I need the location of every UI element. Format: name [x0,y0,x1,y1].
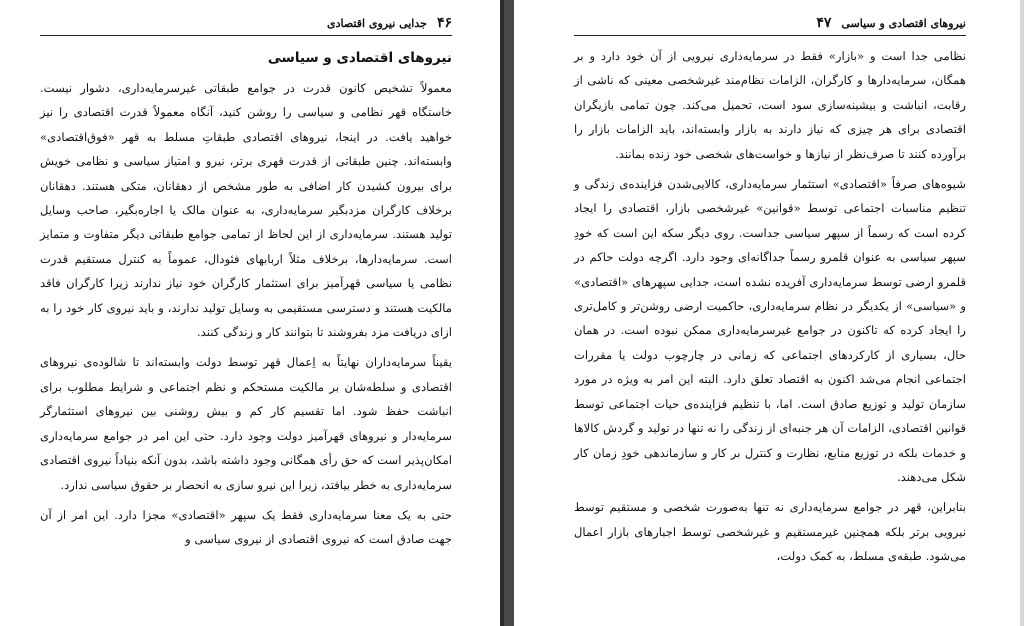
paragraph: حتی به یک معنا سرمایه‌داری فقط یک سپهر «اقتصادی» مجزا دارد. این امر از آن جهت صادق است که نیروی اقتصادی از نیروی سیاسی و [40,507,452,547]
running-head-title: نیروهای اقتصادی و سیاسی [841,17,966,30]
running-header [574,10,966,36]
paragraph: یقیناً سرمایه‌داران نهایتاً به اِعمال قهر توسط دولت وابسته‌اند تا شالوده‌ی نیروهای اقتصادی و سلطه‌شان بر مالکیت مستحکم و نظم اجتماعی و شرایط مطلوب برای انباشت حفظ شود. اما تقسیم کار کم و بیش روشنی بین نیروهای استثمارگر سرمایه‌دار و نیروهای قهرآمیز دولت وجود دارد. حتی این امر در جوامع سرمایه‌داری امکان‌پذیر است که حق رأی همگانی وجود داشته باشد، بدون آنکه بنیاداً نیروی اقتصادی سرمایه‌داری به خطر بیافتد، زیرا این نیرو سازی به انحصار بر حقوق سیاسی ندارد. [40,355,452,492]
page-edge [1020,0,1024,626]
gutter-shadow [500,0,504,626]
book-page-left [0,0,500,626]
paragraph: معمولاً تشخیص کانون قدرت در جوامع طبقاتی غیرسرمایه‌داری، دشوار نیست. خاستگاه قهر نظامی و سیاسی را روشن کنید، آنگاه معمولاً قدرت اقتصادی را نیز خواهید یافت. در اینجا، نیروهای اقتصادی طبقاتِ مسلط به قهر «فوق‌اقتصادی» وابسته‌اند. چنین طبقاتی از قدرت قهری برتر، نیرو و امتیاز سیاسی و نظامی خویش برای بیرون کشیدن کار اضافی به طور مشخص از دهقانان، متکی هستند. دهقانان برخلاف کارگران مزدبگیر سرمایه‌داری، به عنوان مالک یا اجاره‌بگیر، صاحب وسایل تولید هستند. سرمایه‌داری از این لحاظ از تمامی جوامع طبقاتی دیگر متفاوت و متمایز است. سرمایه‌دارها، برخلاف مثلاً اربابهای فئودال، عموماً به کنترل مستقیم قدرت نظامی یا سیاسی قهرآمیز برای استثمار کارگران خود نیاز ندارند زیرا کارگران فاقد مالکیت هستند و دسترسی مستقیمی به وسایل تولید ندارند، و باید نیروی کار خود را به ازای دریافت مزد بفروشند تا بتوانند کار و زندگی کنند. [40,81,452,340]
page-number: ۴۷ [816,15,832,31]
paragraph: بنابراین، قهر در جوامع سرمایه‌داری نه تنها به‌صورت شخصی و مستقیم توسط نیرویی برتر بلکه همچنین غیرمستقیم و غیرشخصی توسط اجبارهای بازار اعمال می‌شود. طبقه‌ی مسلط، به کمک دولت، [574,500,966,564]
running-header [40,10,452,36]
section-title: نیروهای اقتصادی و سیاسی [267,50,452,66]
running-head-title: جدایی نیروی اقتصادی [327,17,427,30]
paragraph: نظامی جدا است و «بازار» فقط در سرمایه‌داری نیرویی از آن خود دارد و بر همگان، سرمایه‌دارها و کارگران، الزامات نظام‌مند غیرشخصی معینی که ناشی از رقابت، انباشت و بیشینه‌سازی سود است، تحمیل می‌کند. چون تمامی بازیگران اقتصادی برای هر چیزی که نیاز دارند به بازار وابسته‌اند، باید الزامات بازار را برآورده کنند تا صرف‌نظر از نیازها و خواست‌های شخصی خود زنده بمانند. [574,49,966,161]
book-page-right [514,0,1024,626]
page-number: ۴۶ [436,15,452,31]
paragraph: شیوه‌های صرفاً «اقتصادی» استثمار سرمایه‌داری، کالایی‌شدن فزاینده‌ی زندگی و تنظیم مناسبات اجتماعی توسط «قوانین» غیرشخصی بازار، اقتصادی را ایجاد کرده است که رسماً از سپهر سیاسی جداست. روی دیگر سکه این است که خودِ سپهر سیاسی به عنوان قلمرو رسماً جداگانه‌ای وجود دارد. اگرچه دولت حاکم در قلمرو ارضی توسط سرمایه‌داری آفریده نشده است، جدایی سپهرهای «اقتصادی» و «سیاسی» از یکدیگر در نظام سرمایه‌داری، حاکمیت ارضی روشن‌تر و کامل‌تری را ایجاد کرده که تاکنون در جوامع غیرسرمایه‌داری ممکن نبوده است. در همان حال، بسیاری از کارکردهای اجتماعی که زمانی در چارچوب دولت یا مقررات اجتماعی انجام می‌شد اکنون به اقتصاد تعلق دارد. البته این امر به ویژه در مورد سازمان تولید و توزیع صادق است. اما، با تنظیم فزاینده‌ی حیات اجتماعی توسط قوانین اقتصادی، الزامات آن هر جنبه‌ای از زندگی را نه تنها در تولید و گردش کالاها و خدمات بلکه در توزیع منابع، نظارت و کنترل بر کار و سازماندهی خودِ زمان کار شکل می‌دهند. [574,177,966,484]
